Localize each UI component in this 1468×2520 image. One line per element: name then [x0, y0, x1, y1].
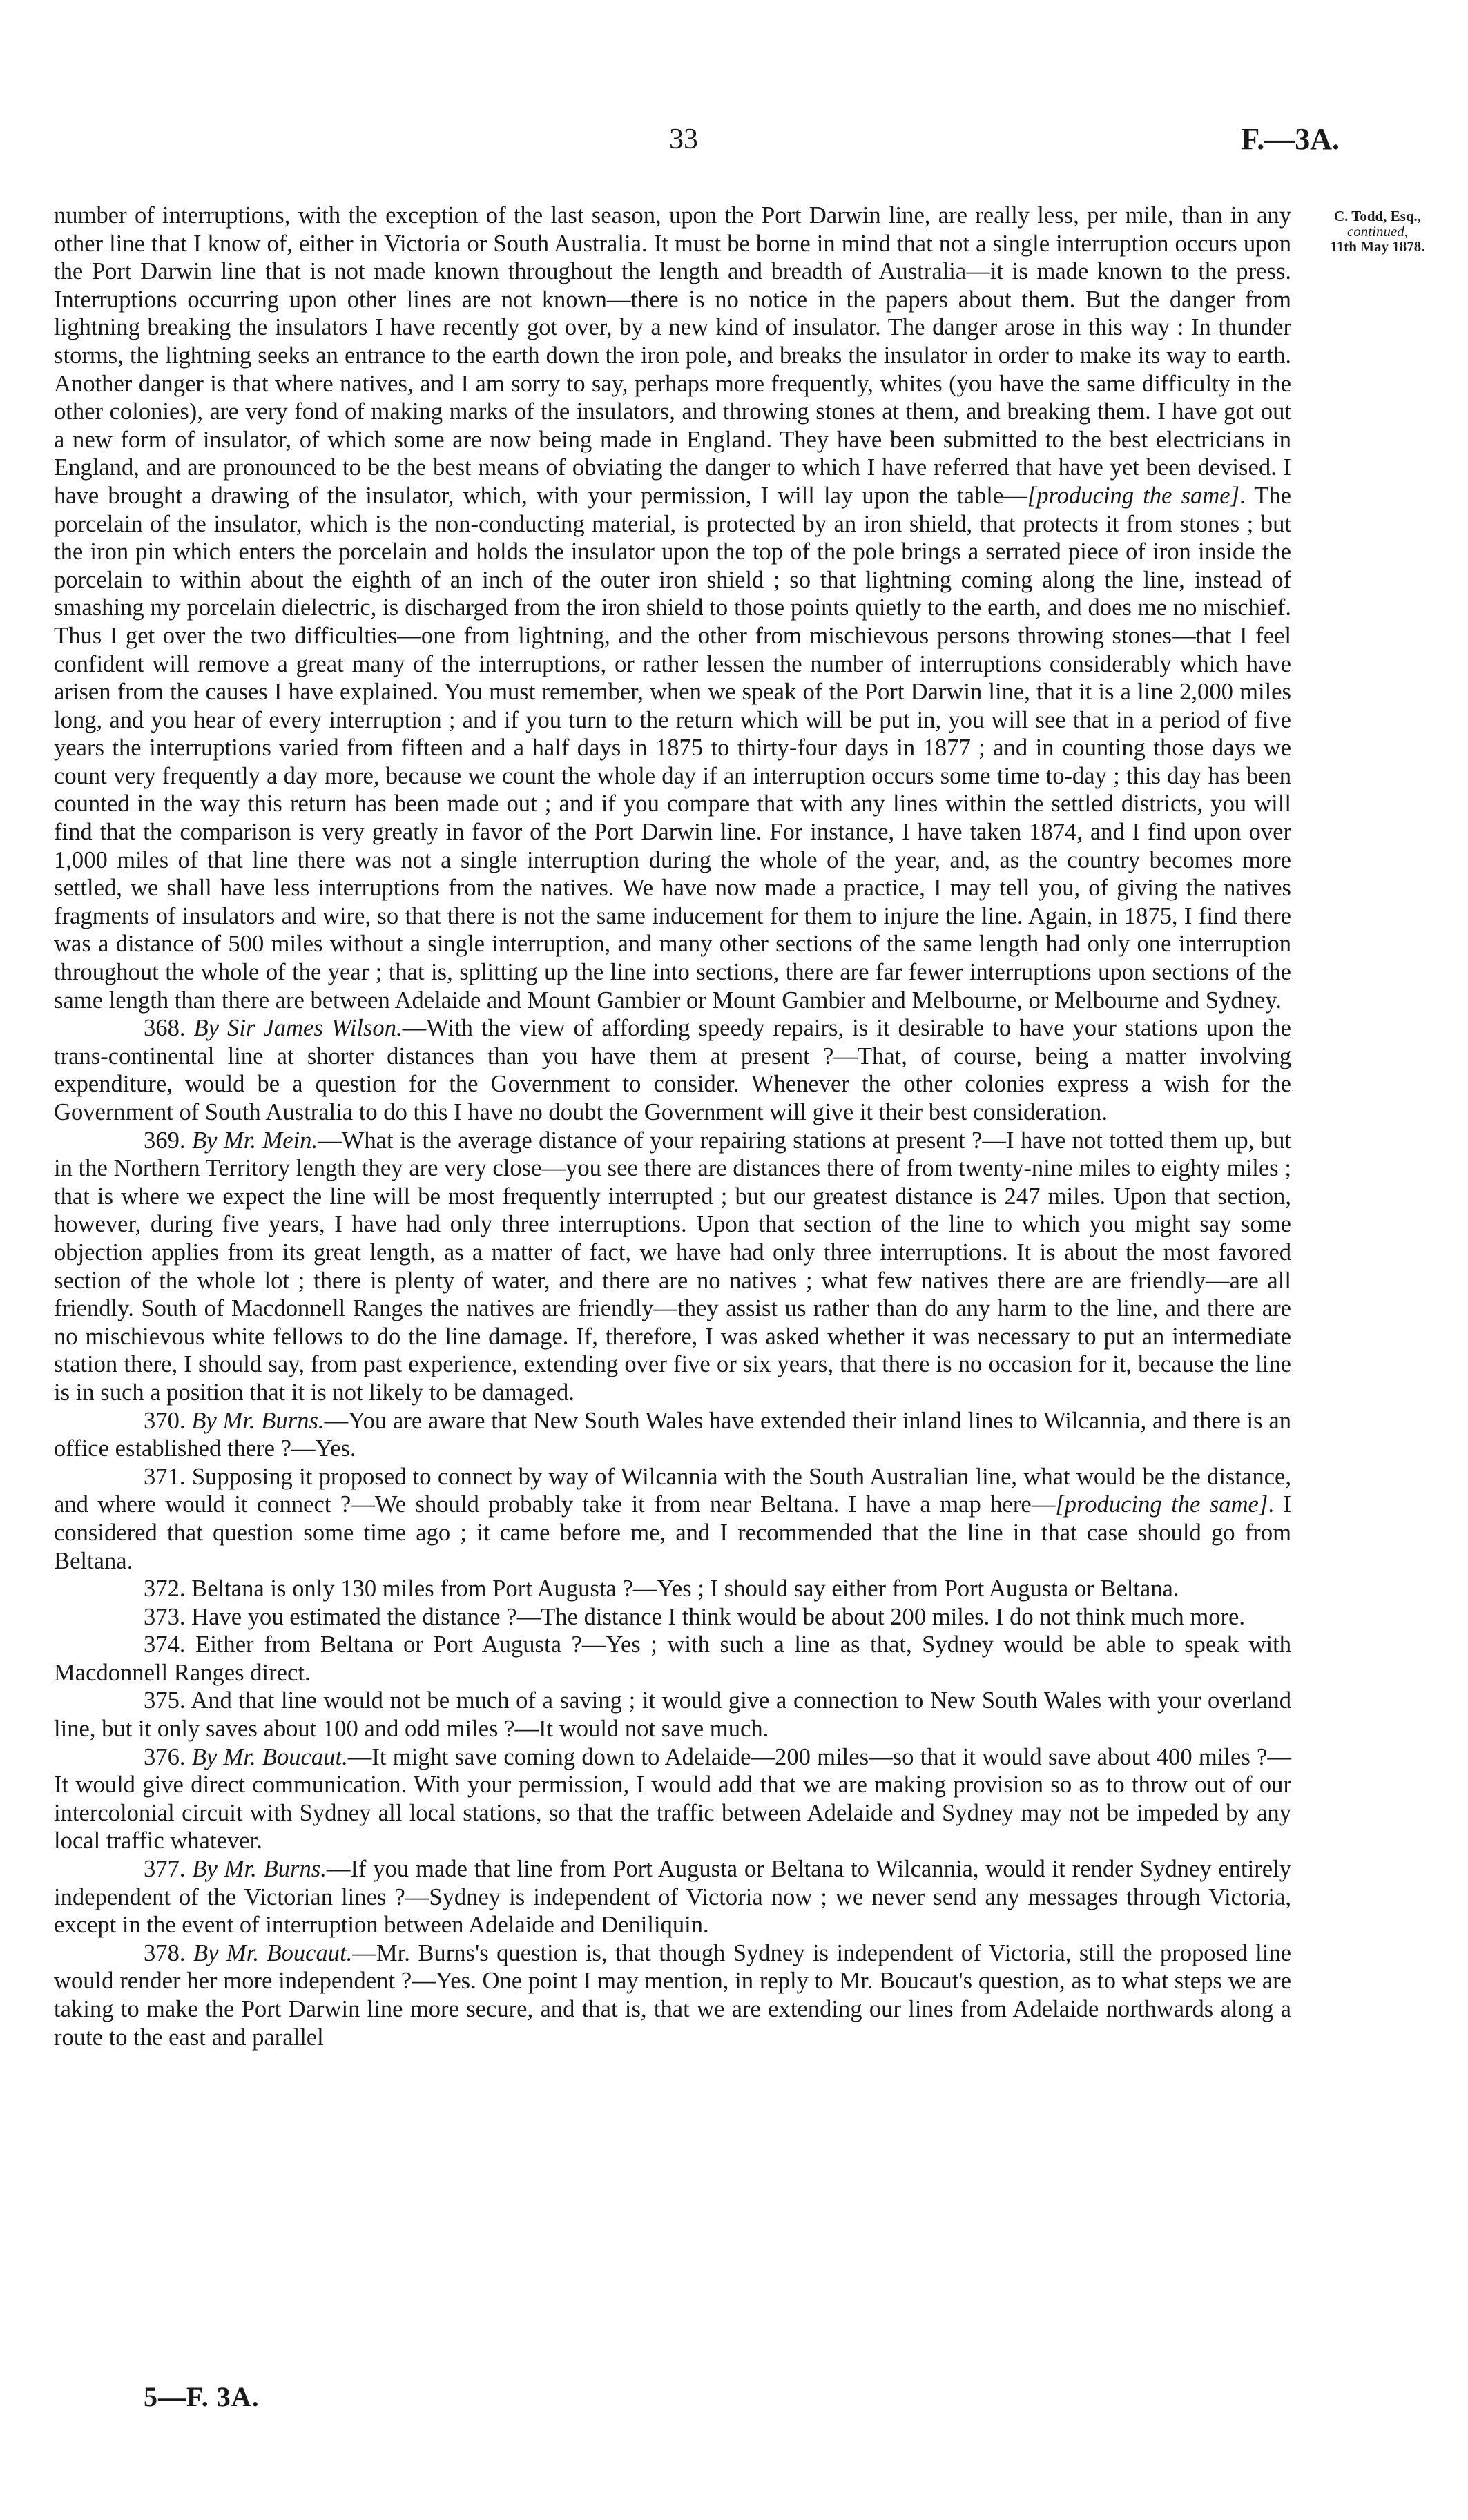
question-number: 370.	[144, 1407, 186, 1434]
signature-mark: 5—F. 3A.	[144, 2381, 260, 2412]
question-number: 369.	[144, 1127, 186, 1154]
margin-note-continued: continued,	[1346, 223, 1409, 240]
question-number: 368.	[144, 1015, 186, 1042]
question-speaker: By Mr. Boucaut.	[191, 1743, 348, 1770]
question-368: 368. By Sir James Wilson.—With the view of affording speedy repairs, is it desirable to have your stations upon the trans-continental line at shorter distances than you have them at present ?—That, of course, being a matter involving expenditure, would be a question for the Government to consider. Whenever the other colonies express a wish for the Government of South Australia to do this I have no doubt the Government will give it their best consideration.	[54, 1015, 1291, 1125]
testimony-body	[54, 202, 1291, 2051]
question-speaker: By Mr. Mein.	[191, 1127, 318, 1154]
question-377: 377. By Mr. Burns.—If you made that line from Port Augusta or Beltana to Wilcannia, would it render Sydney entirely independent of the Victorian lines ?—Sydney is independent of Victoria now ; we never send any messages through Victoria, except in the event of interruption between Adelaide and Deniliquin.	[54, 1856, 1292, 1939]
question-speaker: By Mr. Burns.	[192, 1856, 327, 1883]
document-reference: F.—3A.	[1241, 122, 1340, 156]
question-number: 372.	[144, 1576, 186, 1602]
margin-note-witness: C. Todd, Esq.,	[1333, 208, 1422, 224]
question-number: 371.	[144, 1463, 186, 1490]
margin-note	[1308, 207, 1447, 255]
question-number: 373.	[144, 1603, 186, 1630]
question-376: 376. By Mr. Boucaut.—It might save coming down to Adelaide—200 miles—so that it would save about 400 miles ?—It would give direct communication. With your permission, I would add that we are making provision so as to throw out of our intercolonial circuit with Sydney all local stations, so that the traffic between Adelaide and Sydney may not be impeded by any local traffic whatever.	[54, 1743, 1291, 1854]
page-number: 33	[669, 124, 698, 155]
paragraph-continued-answer: number of interruptions, with the exception of the last season, upon the Port Darwin line, are really less, per mile, than in any other line that I know of, either in Victoria or South Australia. It must be borne in mind that not a single interruption occurs upon the Port Darwin line that is not made known throughout the length and breadth of Australia—it is made known to the press. Interruptions occurring upon other lines are not known—there is no notice in the papers about them. But the danger from lightning breaking the insulators I have recently got over, by a new kind of insulator. The danger arose in this way : In thunder storms, the lightning seeks an entrance to the earth down the iron pole, and breaks the insulator in order to make its way to earth. Another danger is that where natives, and I am sorry to say, perhaps more frequently, whites (you have the same difficulty in the other colonies), are very fond of making marks of the insulators, and throwing stones at them, and breaking them. I have got out a new form of insulator, of which some are now being made in England. They have been submitted to the best electricians in England, and are pronounced to be the best means of obviating the danger to which I have referred that have yet been devised. I have brought a drawing of the insulator, which, with your permission, I will lay upon the table—[producing the same]. The porcelain of the insulator, which is the non-conducting material, is protected by an iron shield, that protects it from stones ; but the iron pin which enters the porcelain and holds the insulator upon the top of the pole brings a serrated piece of iron inside the porcelain to within about the eighth of an inch of the outer iron shield ; so that lightning coming along the line, instead of smashing my porcelain dielectric, is discharged from the iron shield to those points quietly to the earth, and does me no mischief. Thus I get over the two difficulties—one from lightning, and the other from mischievous persons throwing stones—that I feel confident will remove a great many of the interruptions, or rather lessen the number of interruptions considerably which have arisen from the causes I have explained. You must remember, when we speak of the Port Darwin line, that it is a line 2,000 miles long, and you hear of every interruption ; and if you turn to the return which will be put in, you will see that in a period of five years the interruptions varied from fifteen and a half days in 1875 to thirty-four days in 1877 ; and in counting those days we count very frequently a day more, because we count the whole day if an interruption occurs some time to-day ; this day has been counted in the way this return has been made out ; and if you compare that with any lines within the settled districts, you will find that the comparison is very greatly in favor of the Port Darwin line. For instance, I have taken 1874, and I find upon over 1,000 miles of that line there was not a single interruption during the whole of the year, and, as the country becomes more settled, we shall have less interruptions from the natives. We have now made a practice, I may tell you, of giving the natives fragments of insulators and wire, so that there is not the same inducement for them to injure the line. Again, in 1875, I find there was a distance of 500 miles without a single interruption, and many other sections of the same length had only one interruption throughout the whole of the year ; that is, splitting up the line into sections, there are far fewer interruptions upon sections of the same length than there are between Adelaide and Mount Gambier or Mount Gambier and Melbourne, or Melbourne and Sydney.	[54, 202, 1291, 1014]
question-378: 378. By Mr. Boucaut.—Mr. Burns's question is, that though Sydney is independent of Victoria, still the proposed line would render her more independent ?—Yes. One point I may mention, in reply to Mr. Boucaut's question, as to what steps we are taking to make the Port Darwin line more secure, and that is, that we are extending our lines from Adelaide northwards along a route to the east and parallel	[54, 1939, 1291, 2051]
question-speaker: By Mr. Boucaut.	[193, 1939, 353, 1966]
question-374: 374. Either from Beltana or Port Augusta ?—Yes ; with such a line as that, Sydney would be able to speak with Macdonnell Ranges direct.	[54, 1631, 1291, 1686]
question-number: 378.	[144, 1939, 186, 1966]
question-number: 376.	[144, 1743, 186, 1770]
question-speaker: By Mr. Burns.	[191, 1407, 325, 1434]
margin-note-date: 11th May 1878.	[1330, 238, 1425, 255]
question-375: 375. And that line would not be much of a saving ; it would give a connection to New South Wales with your overland line, but it only saves about 100 and odd miles ?—It would not save much.	[54, 1687, 1291, 1743]
question-number: 375.	[144, 1687, 186, 1714]
question-369: 369. By Mr. Mein.—What is the average distance of your repairing stations at present ?—I have not totted them up, but in the Northern Territory length they are very close—you see there are distances there of from twenty-nine miles to eighty miles ; that is where we expect the line will be most frequently interrupted ; but our greatest distance is 247 miles. Upon that section, however, during five years, I have had only three interruptions. Upon that section of the line to which you might say some objection applies from its great length, as a matter of fact, we have had only three interruptions. It is about the most favored section of the whole lot ; there is plenty of water, and there are no natives ; what few natives there are are friendly—are all friendly. South of Macdonnell Ranges the natives are friendly—they assist us rather than do any harm to the line, and there are no mischievous white fellows to do the line damage. If, therefore, I was asked whether it was necessary to put an intermediate station there, I should say, from past experience, extending over five or six years, that there is no occasion for it, because the line is in such a position that it is not likely to be damaged.	[54, 1127, 1291, 1406]
question-number: 377.	[144, 1856, 186, 1883]
question-number: 374.	[144, 1631, 186, 1658]
question-373: 373. Have you estimated the distance ?—The distance I think would be about 200 miles. I do not think much more.	[144, 1603, 1246, 1630]
question-370: 370. By Mr. Burns.—You are aware that New South Wales have extended their inland lines to Wilcannia, and there is an office established there ?—Yes.	[54, 1407, 1291, 1462]
question-372: 372. Beltana is only 130 miles from Port Augusta ?—Yes ; I should say either from Port Augusta or Beltana.	[144, 1576, 1179, 1602]
question-371: 371. Supposing it proposed to connect by way of Wilcannia with the South Australian line, what would be the distance, and where would it connect ?—We should probably take it from near Beltana. I have a map here—[producing the same]. I considered that question some time ago ; it came before me, and I recommended that the line in that case should go from Beltana.	[54, 1463, 1292, 1574]
question-speaker: By Sir James Wilson.	[193, 1015, 403, 1042]
